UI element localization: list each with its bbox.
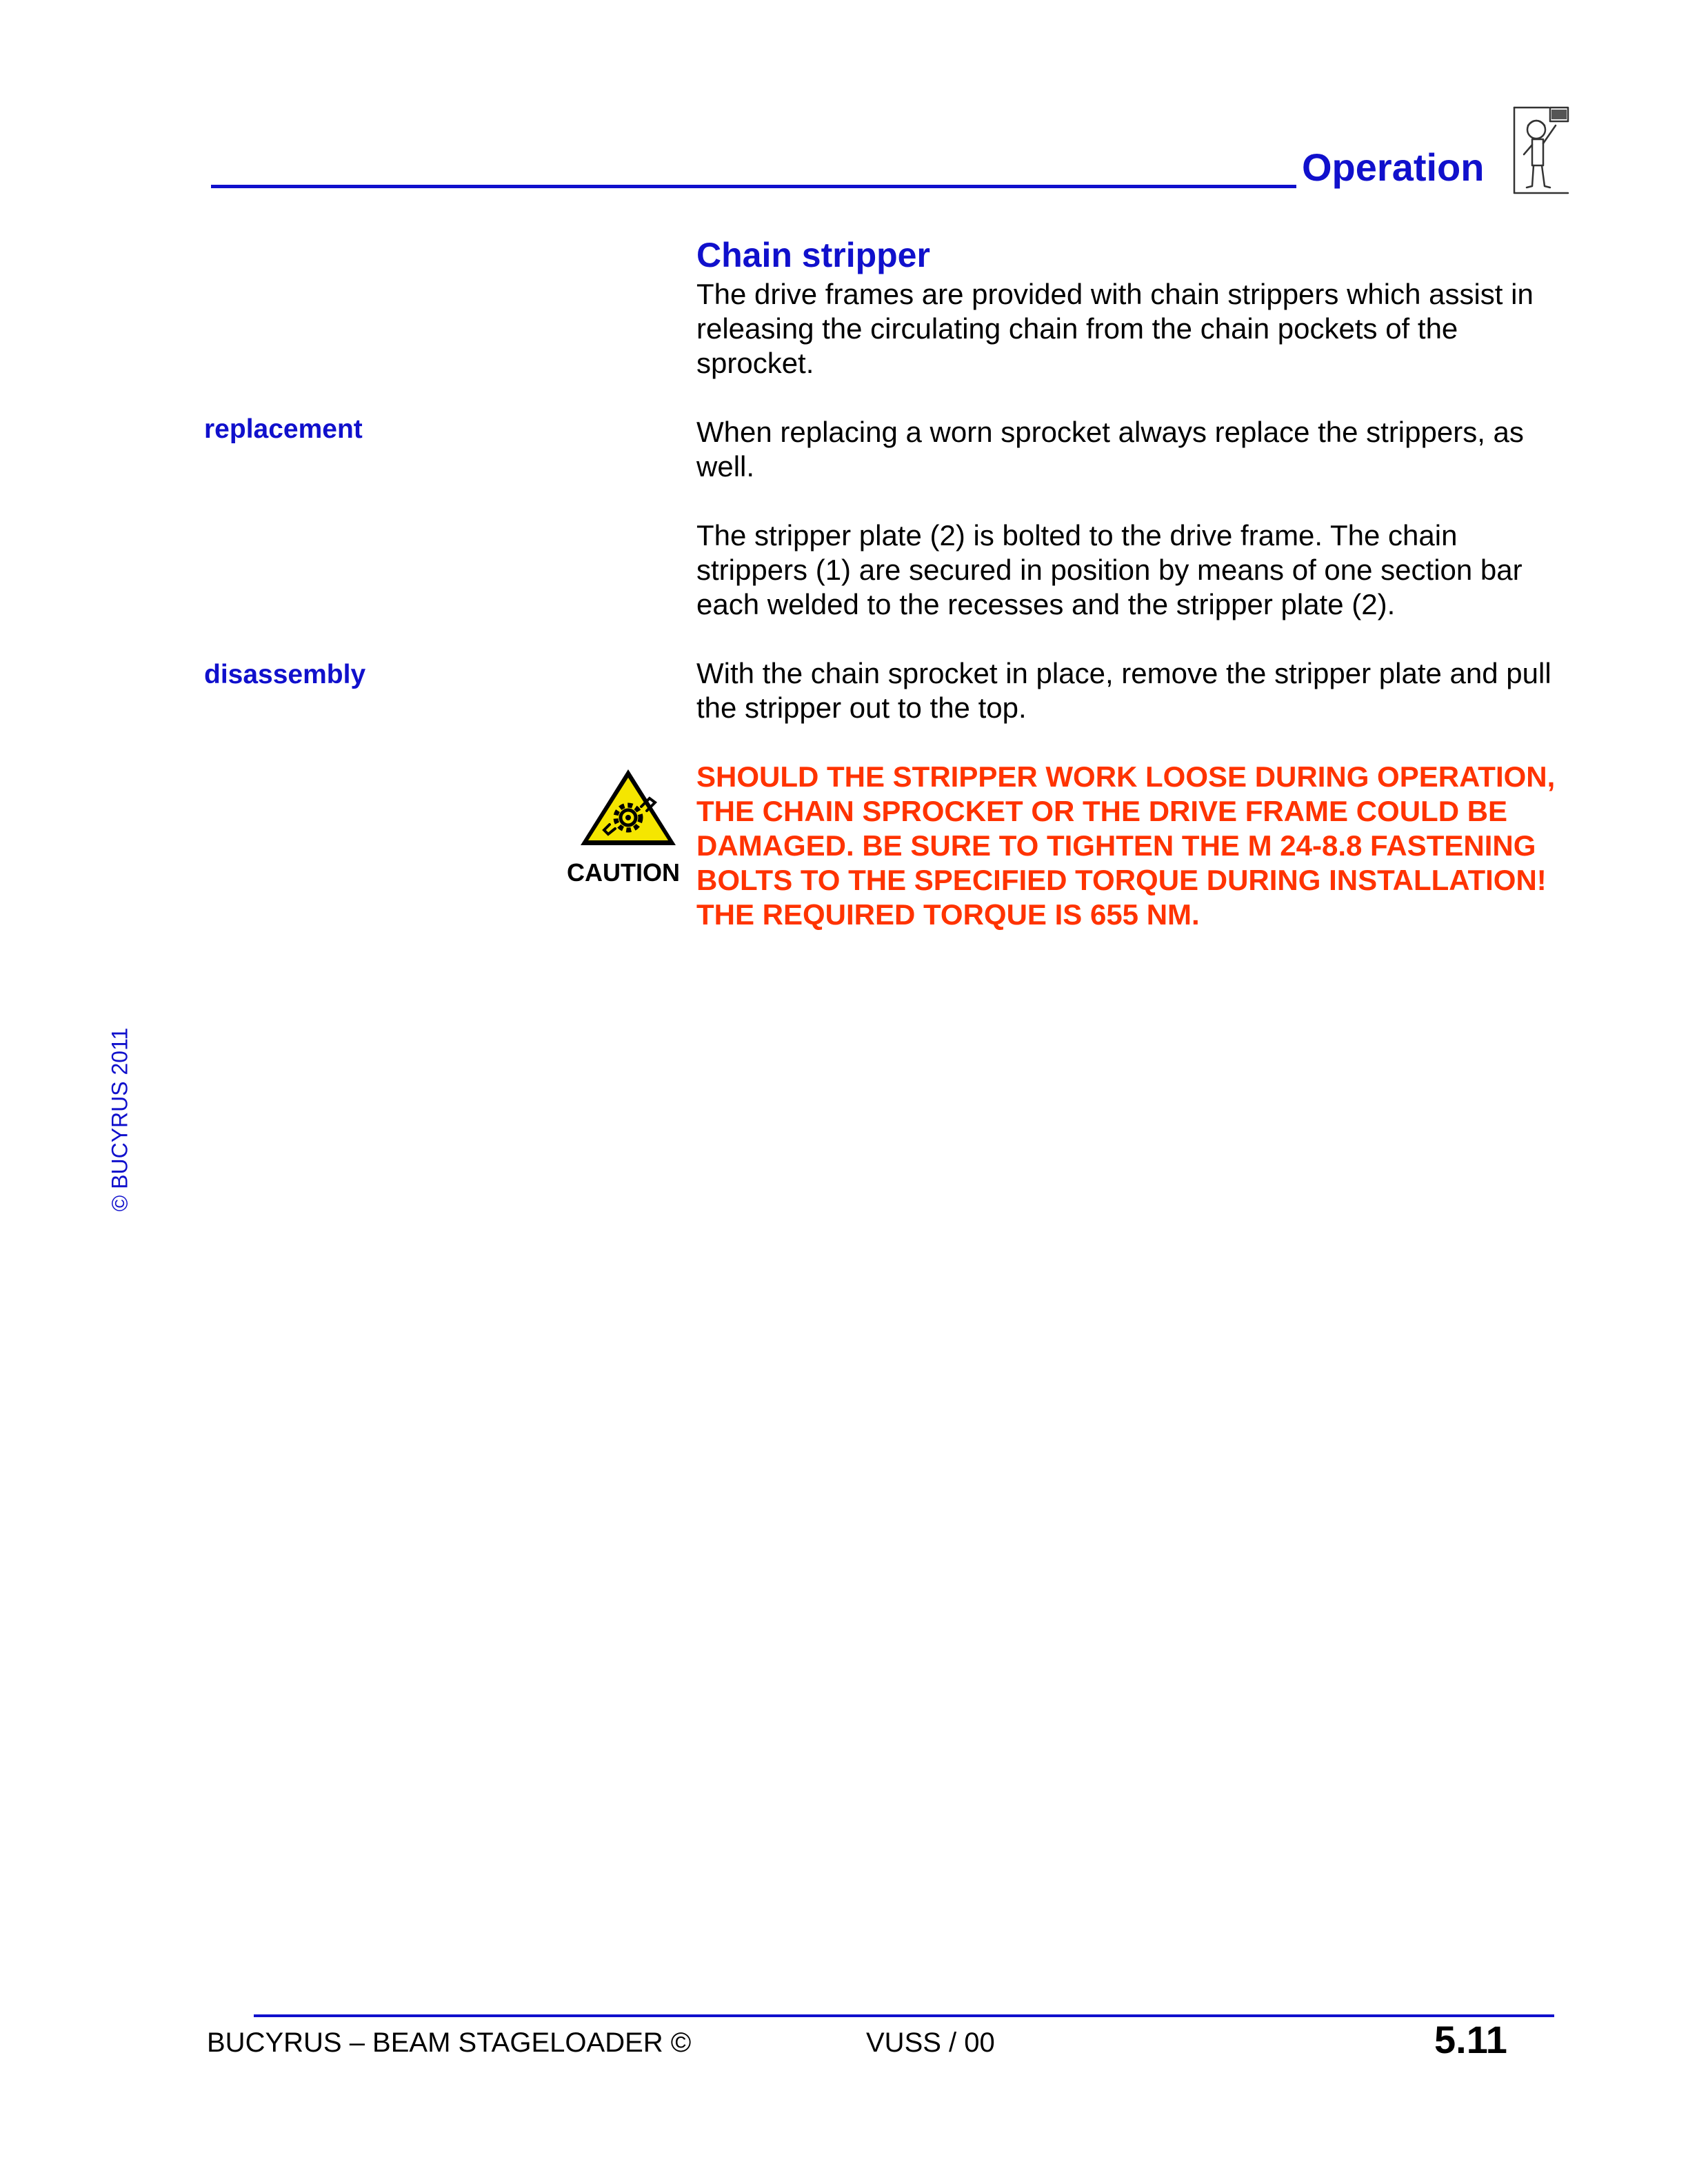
- worker-start-icon: [1507, 105, 1572, 199]
- footer-version: VUSS / 00: [866, 2028, 995, 2058]
- margin-label-disassembly: disassembly: [204, 660, 366, 689]
- intro-paragraph: The drive frames are provided with chain strippers which assist in releasing the circulating chain from the chain pockets of the sprocket.: [696, 278, 1534, 379]
- section-heading: Chain stripper: [696, 236, 930, 274]
- page-title: Operation: [1302, 145, 1485, 189]
- caution-text: SHOULD THE STRIPPER WORK LOOSE DURING OPERATION, THE CHAIN SPROCKET OR THE DRIVE FRAME COULD BE DAMAGED. BE SURE TO TIGHTEN THE M 24-8.8 FASTENING BOLTS TO THE SPECIFIED TORQUE DURING INSTALLATION! THE REQUIRED TORQUE IS 655 NM.: [696, 760, 1556, 931]
- side-copyright: © BUCYRUS 2011: [107, 1027, 132, 1212]
- footer-rule: [254, 2014, 1554, 2017]
- disassembly-paragraph: With the chain sprocket in place, remove the stripper plate and pull the stripper out to the top.: [696, 657, 1551, 724]
- margin-label-replacement: replacement: [204, 414, 363, 444]
- replacement-paragraph: When replacing a worn sprocket always replace the strippers, as well.: [696, 416, 1524, 483]
- footer-document-title: BUCYRUS – BEAM STAGELOADER ©: [207, 2028, 692, 2058]
- caution-gear-icon: [578, 767, 679, 848]
- header-rule: [211, 185, 1296, 188]
- caution-label: CAUTION: [567, 858, 680, 887]
- stripper-plate-paragraph: The stripper plate (2) is bolted to the drive frame. The chain strippers (1) are secured in position by means of one section bar each welded to the recesses and the stripper plate (2).: [696, 519, 1523, 620]
- page-number: 5.11: [1434, 2018, 1507, 2061]
